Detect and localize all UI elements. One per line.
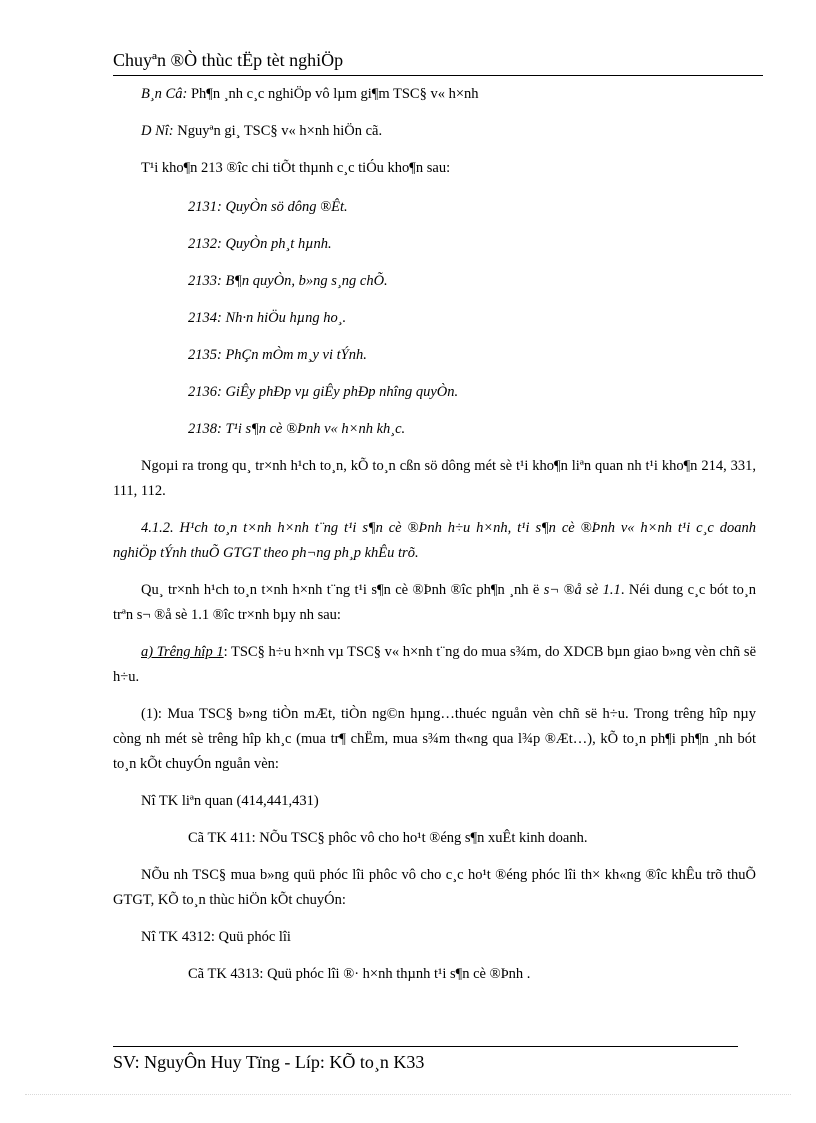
sub-account-intro: T¹i kho¶n 213 ®îc chi tiÕt thµnh c¸c tiÓu kho¶n sau: (141, 160, 451, 176)
account-item: 2138: T¹i s¶n cè ®Þnh v« h×nh kh¸c. (188, 421, 406, 437)
account-item: 2136: GiÊy phÐp vµ giÊy phÐp nhîng quyÒn. (188, 384, 459, 400)
credit-entry-1: Cã TK 411: NÕu TSC§ phôc vô cho ho¹t ®éng s¶n xuÊt kinh doanh. (188, 830, 588, 846)
debit-balance-description (113, 119, 756, 144)
document-body (113, 82, 756, 999)
section-heading: 4.1.2. H¹ch to¸n t×nh h×nh t¨ng t¹i s¶n cè ®Þnh h÷u h×nh, t¹i s¶n cè ®Þnh v« h×nh t¹i c¸c doanh nghiÖp tÝnh thuÕ GTGT theo ph¬ng ph¸p khÊu trõ. (113, 520, 756, 561)
debit-entry-2: Nî TK 4312: Quü phóc lîi (141, 929, 291, 945)
account-item: 2132: QuyÒn ph¸t hµnh. (188, 236, 332, 252)
credit-text: Ph¶n ¸nh c¸c nghiÖp vô lµm gi¶m TSC§ v« h×nh (187, 86, 479, 102)
account-item: 2134: Nh·n hiÖu hµng ho¸. (188, 310, 347, 326)
process-paragraph (113, 578, 756, 628)
debit-balance-label: D Nî: (141, 123, 174, 139)
credit-description (113, 82, 756, 107)
diagram-reference: s¬ ®å sè 1.1 (543, 582, 621, 598)
account-item: 2133: B¶n quyÒn, b»ng s¸ng chÕ. (188, 273, 388, 289)
credit-entry-2: Cã TK 4313: Quü phóc lîi ®· h×nh thµnh t¹i s¶n cè ®Þnh . (188, 966, 531, 982)
process-text-start: Qu¸ tr×nh h¹ch to¸n t×nh h×nh t¨ng t¹i s¶n cè ®Þnh ®îc ph¶n ¸nh ë (141, 582, 544, 598)
other-accounts-paragraph: Ngoµi ra trong qu¸ tr×nh h¹ch to¸n, kÕ to¸n cßn sö dông mét sè t¹i kho¶n liªn quan nh t¹i kho¶n 214, 331, 111, 112. (113, 458, 756, 499)
page-bottom-boundary (25, 1094, 791, 1095)
page-footer-text: SV: NguyÔn Huy Tïng - Líp: KÕ to¸n K33 (113, 1052, 425, 1072)
entry-1-paragraph: (1): Mua TSC§ b»ng tiÒn mÆt, tiÒn ng©n hµng…thuéc nguån vèn chñ së h÷u. Trong trêng hîp nµy còng nh mét sè trêng hîp kh¸c (mua tr¶ chËm, mua s¾m th«ng qua l¾p ®Æt…), kÕ to¸n ph¶i ph¶n ¸nh bót to¸n kÕt chuyÓn nguån vèn: (113, 706, 756, 772)
debit-balance-text: Nguyªn gi¸ TSC§ v« h×nh hiÖn cã. (173, 123, 383, 139)
account-item: 2131: QuyÒn sö dông ®Êt. (188, 199, 348, 215)
process-text-end: . Néi dung c¸c bót to¸n trªn s¬ ®å sè 1.1 ®îc tr×nh bµy nh sau: (113, 582, 756, 623)
credit-label: B¸n Câ: (141, 86, 188, 102)
case-a-text: : TSC§ h÷u h×nh vµ TSC§ v« h×nh t¨ng do mua s¾m, do XDCB bµn giao b»ng vèn chñ së h÷u. (113, 644, 757, 685)
header-divider (113, 75, 763, 76)
account-item: 2135: PhÇn mÒm m¸y vi tÝnh. (188, 347, 367, 363)
debit-entry-1: Nî TK liªn quan (414,441,431) (141, 793, 319, 809)
page-header-title: Chuyªn ®Ò thùc tËp tèt nghiÖp (113, 50, 344, 70)
case-a-label: a) Trêng hîp 1 (141, 644, 224, 660)
footer-divider (113, 1046, 738, 1047)
welfare-fund-paragraph: NÕu nh TSC§ mua b»ng quü phóc lîi phôc vô cho c¸c ho¹t ®éng phóc lîi th× kh«ng ®îc khÊu trõ thuÕ GTGT, KÕ to¸n thùc hiÖn kÕt chuyÓn: (113, 867, 756, 908)
case-a-paragraph (113, 640, 756, 690)
